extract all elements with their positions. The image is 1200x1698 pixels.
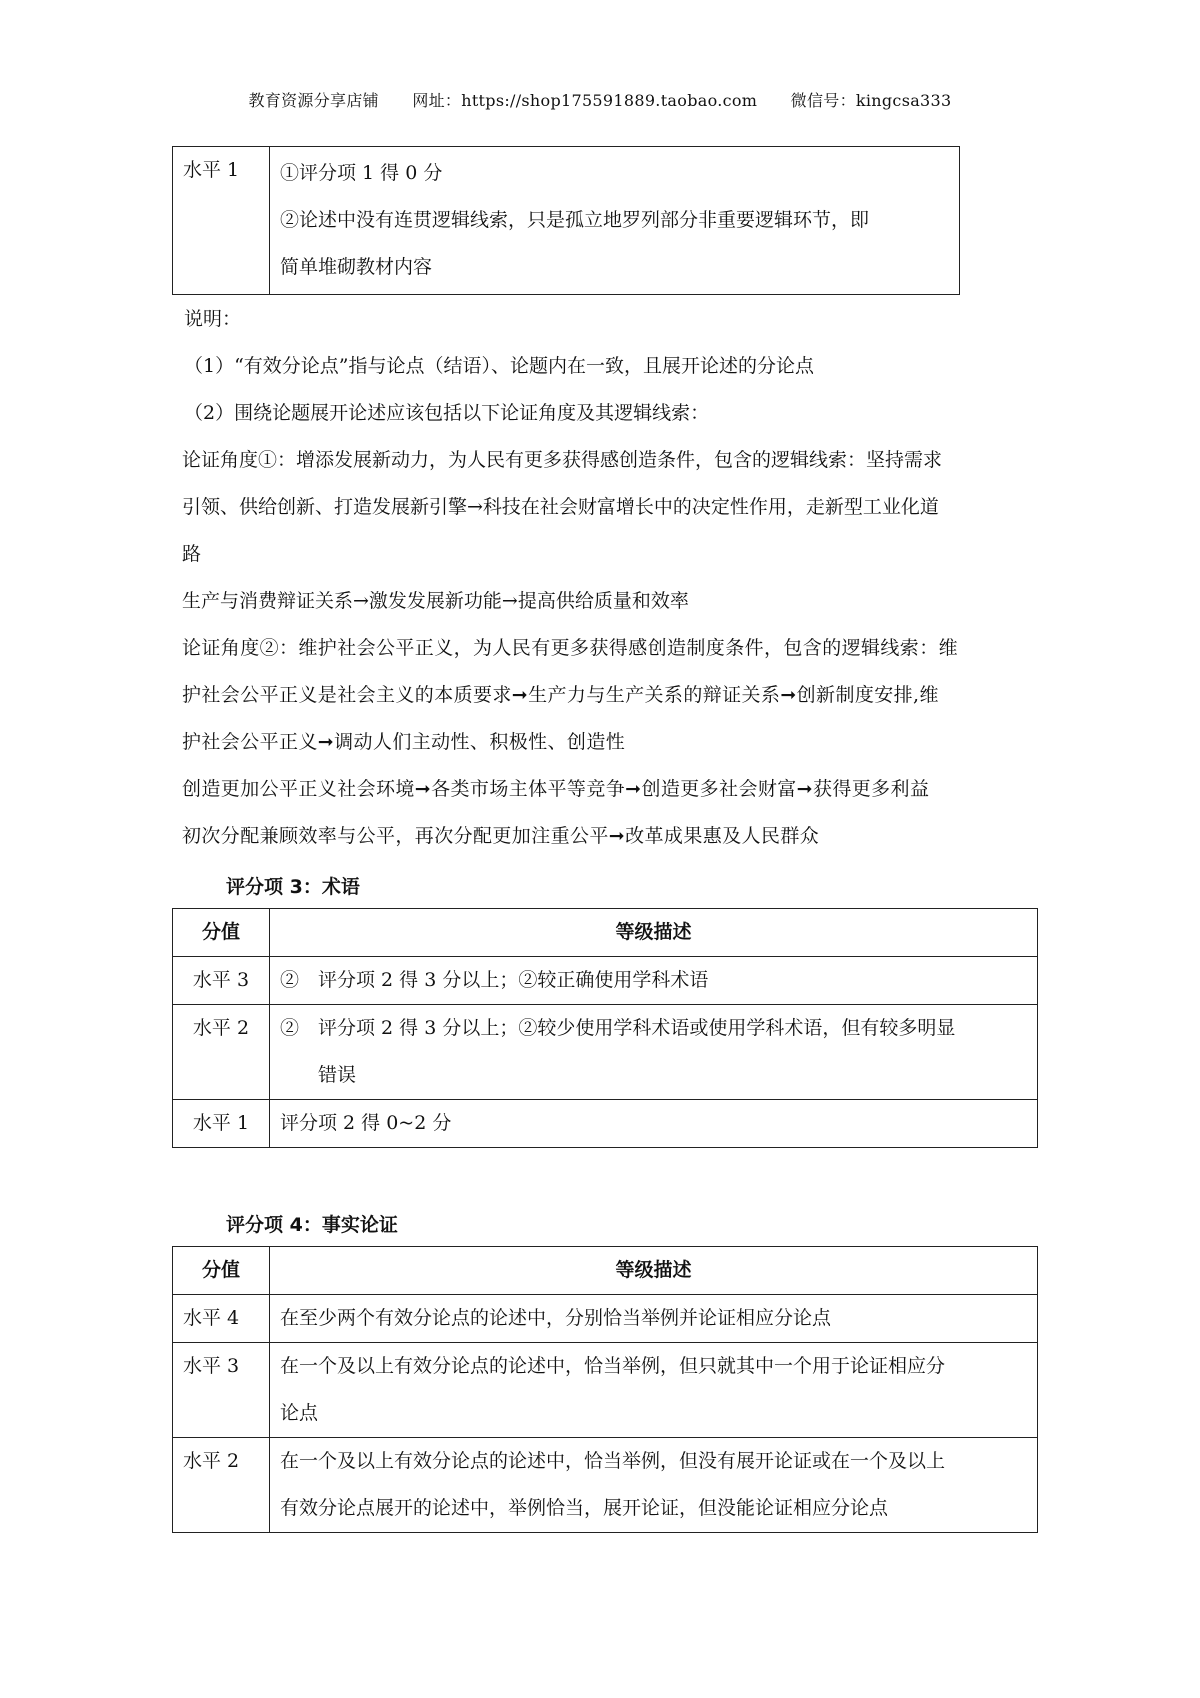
description-line: ②论述中没有连贯逻辑线索，只是孤立地罗列部分非重要逻辑环节，即 xyxy=(280,209,870,231)
description-cell xyxy=(270,1438,1038,1533)
description-line: 论点 xyxy=(280,1402,319,1424)
angle-line: 护社会公平正义是社会主义的本质要求➞生产力与生产关系的辩证关系➞创新制度安排,维 xyxy=(182,684,939,706)
angle-line: 论证角度①：增添发展新动力，为人民有更多获得感创造条件，包含的逻辑线索：坚持需求 xyxy=(182,449,943,471)
table-header-row xyxy=(173,1247,1038,1295)
angle-2 xyxy=(182,625,1034,860)
table-row xyxy=(173,1438,1038,1533)
table-row xyxy=(173,957,1038,1005)
description-line: 评分项 2 得 0~2 分 xyxy=(280,1112,452,1134)
angle-line: 创造更加公平正义社会环境➞各类市场主体平等竞争➞创造更多社会财富➞获得更多利益 xyxy=(182,778,930,800)
angle-line: 引领、供给创新、打造发展新引擎→科技在社会财富增长中的决定性作用，走新型工业化道 xyxy=(182,496,939,518)
angle-line: 生产与消费辩证关系→激发发展新功能→提高供给质量和效率 xyxy=(182,590,689,612)
description-line: 错误 xyxy=(280,1064,357,1086)
header-url: 网址：https://shop175591889.taobao.com xyxy=(412,91,758,110)
level-cell: 水平 3 xyxy=(173,957,270,1005)
level-table-continued xyxy=(172,146,960,295)
angle-1 xyxy=(182,437,1034,625)
table-row xyxy=(173,1295,1038,1343)
angle-line: 路 xyxy=(182,543,202,565)
level-cell: 水平 2 xyxy=(173,1438,270,1533)
header-wechat: 微信号：kingcsa333 xyxy=(790,91,952,110)
notes-title: 说明： xyxy=(184,308,242,330)
description-cell xyxy=(270,1100,1038,1148)
page-header xyxy=(0,88,1200,111)
description-line: 简单堆砌教材内容 xyxy=(280,256,433,278)
table-row xyxy=(173,1100,1038,1148)
level-cell: 水平 1 xyxy=(173,147,270,295)
angle-line: 论证角度②：维护社会公平正义，为人民有更多获得感创造制度条件，包含的逻辑线索：维 xyxy=(182,637,959,659)
description-cell xyxy=(270,147,960,295)
description-line: 在一个及以上有效分论点的论述中，恰当举例，但只就其中一个用于论证相应分 xyxy=(280,1355,946,1377)
column-header: 等级描述 xyxy=(270,1247,1038,1295)
section-3-title: 评分项 3：术语 xyxy=(226,876,360,898)
angle-line: 初次分配兼顾效率与公平，再次分配更加注重公平➞改革成果惠及人民群众 xyxy=(182,825,820,847)
angle-line: 护社会公平正义➞调动人们主动性、积极性、创造性 xyxy=(182,731,626,753)
description-line: ② 评分项 2 得 3 分以上；②较少使用学科术语或使用学科术语，但有较多明显 xyxy=(280,1017,956,1039)
table-row xyxy=(173,1343,1038,1438)
description-line: 在一个及以上有效分论点的论述中，恰当举例，但没有展开论证或在一个及以上 xyxy=(280,1450,946,1472)
level-cell: 水平 3 xyxy=(173,1343,270,1438)
notes-section xyxy=(184,296,1034,860)
description-cell xyxy=(270,1295,1038,1343)
description-line: ② 评分项 2 得 3 分以上；②较正确使用学科术语 xyxy=(280,969,709,991)
description-cell xyxy=(270,957,1038,1005)
column-header: 等级描述 xyxy=(270,909,1038,957)
description-cell xyxy=(270,1005,1038,1100)
level-cell: 水平 4 xyxy=(173,1295,270,1343)
section-4-title: 评分项 4：事实论证 xyxy=(226,1214,398,1236)
section-4-table xyxy=(172,1246,1038,1533)
level-cell: 水平 2 xyxy=(173,1005,270,1100)
description-line: ①评分项 1 得 0 分 xyxy=(280,162,443,184)
description-line: 在至少两个有效分论点的论述中，分别恰当举例并论证相应分论点 xyxy=(280,1307,832,1329)
table-row xyxy=(173,1005,1038,1100)
header-shop: 教育资源分享店铺 xyxy=(248,91,379,110)
table-header-row xyxy=(173,909,1038,957)
table-row xyxy=(173,147,960,295)
level-cell: 水平 1 xyxy=(173,1100,270,1148)
notes-item: （2）围绕论题展开论述应该包括以下论证角度及其逻辑线索： xyxy=(184,402,710,424)
description-cell xyxy=(270,1343,1038,1438)
notes-item: （1）“有效分论点”指与论点（结语）、论题内在一致，且展开论述的分论点 xyxy=(184,355,815,377)
section-3-table xyxy=(172,908,1038,1148)
column-header: 分值 xyxy=(173,909,270,957)
description-line: 有效分论点展开的论述中，举例恰当，展开论证，但没能论证相应分论点 xyxy=(280,1497,889,1519)
column-header: 分值 xyxy=(173,1247,270,1295)
